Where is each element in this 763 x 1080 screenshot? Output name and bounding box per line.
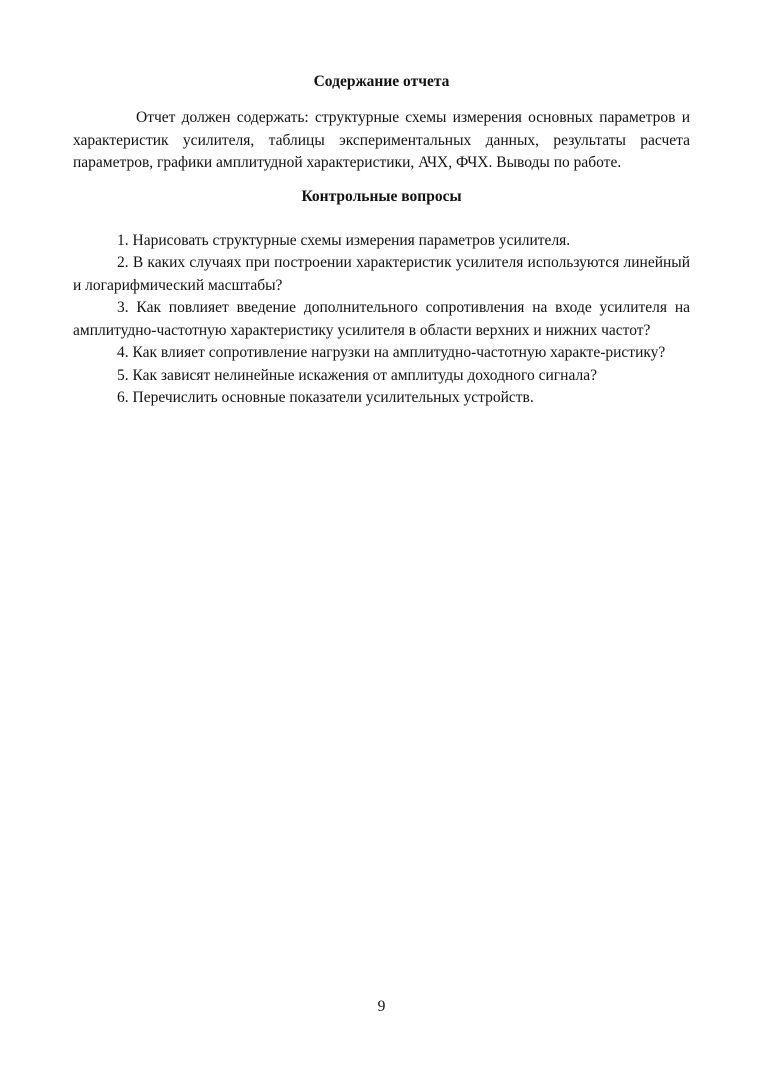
report-contents-heading: Содержание отчета [313,73,450,90]
question-item-4: 4. Как влияет сопротивление нагрузки на амплитудно-частотную характе-ристику? [117,344,666,361]
question-item-1: 1. Нарисовать структурные схемы измерения параметров усилителя. [117,231,571,249]
question-item-6: 6. Перечислить основные показатели усилительных устройств. [117,389,534,406]
question-item-3: 3. Как повлияет введение дополнительного сопротивления на входе усилителя на амплитудно-частотную характеристику усилителя в области верхних и нижних частот? [73,299,690,339]
question-item-2: 2. В каких случаях при построении характеристик усилителя используются линейный и логарифмический масштабы? [73,254,690,294]
question-item-5: 5. Как зависят нелинейные искажения от амплитуды доходного сигнала? [117,366,597,384]
page-number: 9 [377,998,386,1015]
control-questions-heading: Контрольные вопросы [301,187,462,205]
control-questions-list [73,230,690,410]
page-content [73,71,690,410]
report-contents-paragraph: Отчет должен содержать: структурные схемы измерения основных параметров и характеристик усилителя, таблицы экспериментальных данных, результаты расчета параметров, графики амплитудной характеристики, АЧХ, ФЧХ. Выводы по работе. [73,109,690,171]
